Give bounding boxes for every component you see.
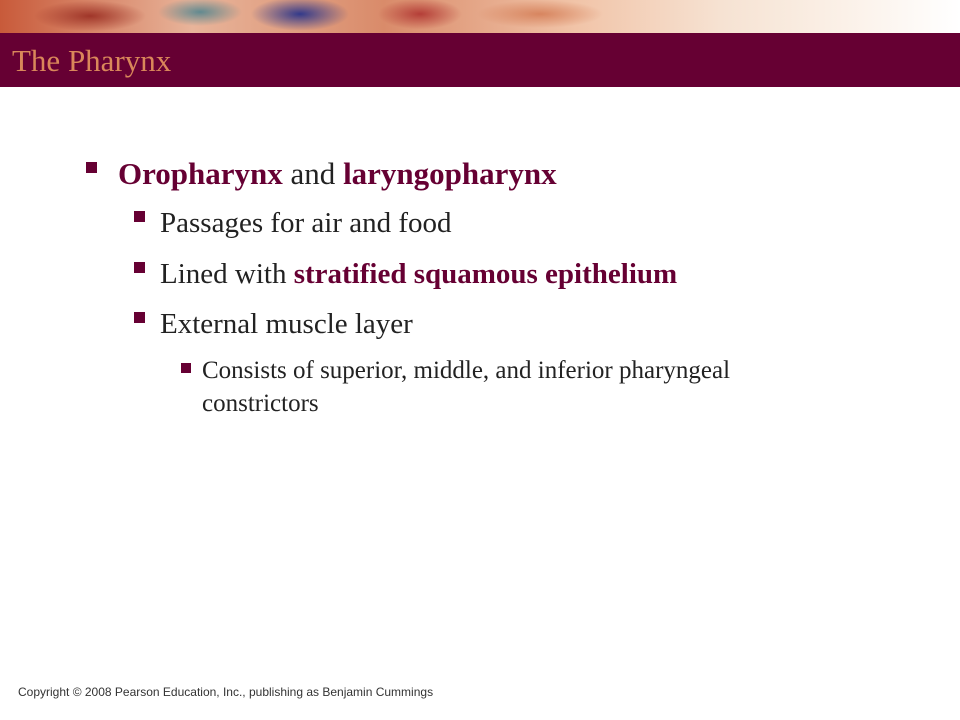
term-laryngopharynx: laryngopharynx: [343, 156, 557, 191]
bullet-text: Lined with: [160, 258, 294, 290]
bullet-marker-icon: [134, 211, 145, 222]
slide-title: The Pharynx: [12, 43, 172, 78]
bullet-level2-lined-with: [160, 258, 677, 291]
bullet-marker-icon: [134, 312, 145, 323]
bullet-level2-passages: [160, 207, 452, 240]
bullet-marker-icon: [134, 262, 145, 273]
bullet-text: Passages for air and food: [160, 207, 452, 239]
copyright-footer: Copyright © 2008 Pearson Education, Inc., publishing as Benjamin Cummings: [18, 685, 434, 699]
bullet-text-line: Consists of superior, middle, and inferior pharyngeal: [202, 357, 731, 384]
decorative-banner-image: [0, 0, 960, 33]
bullet-text-line: constrictors: [202, 390, 319, 417]
bullet-text: External muscle layer: [160, 308, 413, 340]
bullet-level3-constrictors: [202, 354, 730, 420]
bullet-level1-oropharynx: [118, 156, 557, 192]
title-bar: [0, 33, 960, 87]
term-stratified-squamous-epithelium: stratified squamous epithelium: [293, 258, 678, 290]
conjunction-text: and: [282, 156, 344, 191]
bullet-marker-icon: [86, 162, 97, 173]
bullet-marker-icon: [181, 363, 191, 373]
bullet-level2-external-muscle: [160, 308, 413, 341]
term-oropharynx: Oropharynx: [118, 156, 283, 191]
